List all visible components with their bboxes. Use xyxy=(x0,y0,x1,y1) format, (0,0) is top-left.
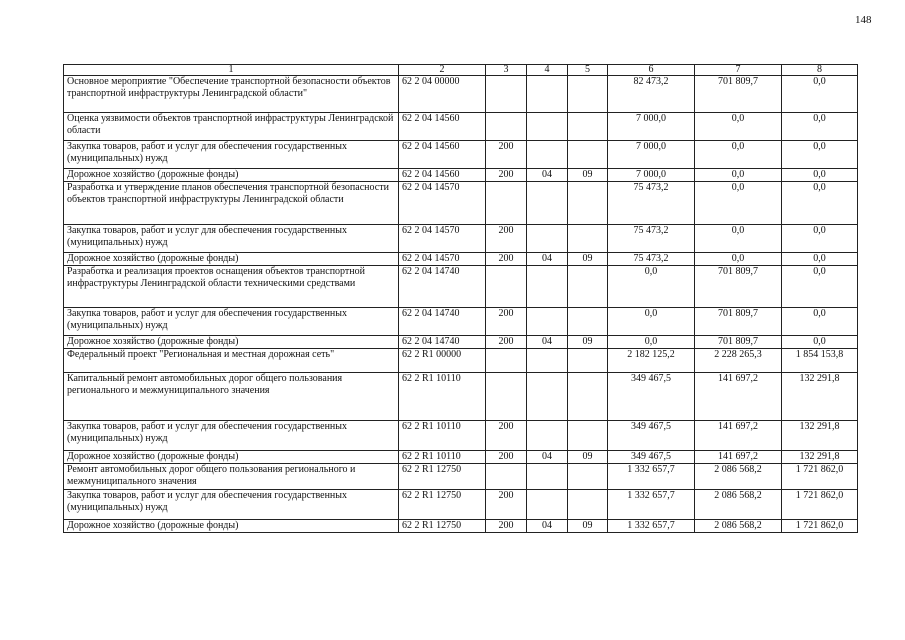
amount-year-2-cell: 701 809,7 xyxy=(695,336,782,349)
amount-year-3-cell: 1 854 153,8 xyxy=(782,349,858,373)
amount-year-2-cell: 0,0 xyxy=(695,169,782,182)
expense-type-cell: 200 xyxy=(486,336,527,349)
amount-year-3-cell: 132 291,8 xyxy=(782,421,858,451)
budget-code-cell: 62 2 04 14570 xyxy=(399,225,486,253)
section-cell xyxy=(527,266,568,308)
table-body xyxy=(64,76,858,533)
amount-year-3-cell: 0,0 xyxy=(782,308,858,336)
row-name-cell: Закупка товаров, работ и услуг для обеспечения государственных (муниципальных) нужд xyxy=(64,225,399,253)
amount-year-1-cell: 75 473,2 xyxy=(608,182,695,225)
table-row xyxy=(64,225,858,253)
expense-type-cell: 200 xyxy=(486,421,527,451)
table-row xyxy=(64,421,858,451)
subsection-cell: 09 xyxy=(568,169,608,182)
amount-year-2-cell: 141 697,2 xyxy=(695,451,782,464)
subsection-cell: 09 xyxy=(568,336,608,349)
budget-code-cell: 62 2 04 00000 xyxy=(399,76,486,113)
subsection-cell xyxy=(568,373,608,421)
amount-year-2-cell: 701 809,7 xyxy=(695,76,782,113)
amount-year-3-cell: 1 721 862,0 xyxy=(782,464,858,490)
expense-type-cell: 200 xyxy=(486,169,527,182)
expense-type-cell xyxy=(486,349,527,373)
amount-year-1-cell: 0,0 xyxy=(608,266,695,308)
budget-code-cell: 62 2 04 14740 xyxy=(399,266,486,308)
subsection-cell xyxy=(568,141,608,169)
expense-type-cell: 200 xyxy=(486,451,527,464)
section-cell: 04 xyxy=(527,451,568,464)
amount-year-2-cell: 0,0 xyxy=(695,225,782,253)
row-name-cell: Закупка товаров, работ и услуг для обеспечения государственных (муниципальных) нужд xyxy=(64,490,399,520)
expense-type-cell: 200 xyxy=(486,520,527,533)
subsection-cell xyxy=(568,421,608,451)
amount-year-3-cell: 0,0 xyxy=(782,266,858,308)
row-name-cell: Федеральный проект "Региональная и местная дорожная сеть" xyxy=(64,349,399,373)
amount-year-3-cell: 0,0 xyxy=(782,336,858,349)
header-cell: 4 xyxy=(527,65,568,76)
amount-year-2-cell: 0,0 xyxy=(695,113,782,141)
section-cell: 04 xyxy=(527,336,568,349)
amount-year-1-cell: 7 000,0 xyxy=(608,169,695,182)
table-row xyxy=(64,141,858,169)
amount-year-1-cell: 7 000,0 xyxy=(608,141,695,169)
expense-type-cell: 200 xyxy=(486,490,527,520)
section-cell: 04 xyxy=(527,253,568,266)
section-cell xyxy=(527,225,568,253)
amount-year-1-cell: 1 332 657,7 xyxy=(608,464,695,490)
table-row xyxy=(64,464,858,490)
section-cell xyxy=(527,76,568,113)
budget-code-cell: 62 2 R1 10110 xyxy=(399,421,486,451)
header-cell: 3 xyxy=(486,65,527,76)
expense-type-cell xyxy=(486,76,527,113)
expense-type-cell: 200 xyxy=(486,141,527,169)
section-cell: 04 xyxy=(527,520,568,533)
expense-type-cell xyxy=(486,266,527,308)
row-name-cell: Капитальный ремонт автомобильных дорог общего пользования регионального и межмуниципального значения xyxy=(64,373,399,421)
table-row xyxy=(64,76,858,113)
row-name-cell: Разработка и реализация проектов оснащения объектов транспортной инфраструктуры Ленинградской области техническими средствами xyxy=(64,266,399,308)
page-number: 148 xyxy=(855,14,872,26)
amount-year-1-cell: 0,0 xyxy=(608,336,695,349)
budget-code-cell: 62 2 04 14560 xyxy=(399,141,486,169)
row-name-cell: Разработка и утверждение планов обеспечения транспортной безопасности объектов транспортной инфраструктуры Ленинградской области xyxy=(64,182,399,225)
subsection-cell xyxy=(568,464,608,490)
budget-table xyxy=(63,64,858,533)
expense-type-cell: 200 xyxy=(486,253,527,266)
amount-year-1-cell: 75 473,2 xyxy=(608,225,695,253)
subsection-cell xyxy=(568,308,608,336)
amount-year-3-cell: 0,0 xyxy=(782,253,858,266)
expense-type-cell xyxy=(486,464,527,490)
budget-code-cell: 62 2 R1 12750 xyxy=(399,520,486,533)
amount-year-2-cell: 141 697,2 xyxy=(695,373,782,421)
header-cell: 8 xyxy=(782,65,858,76)
amount-year-2-cell: 0,0 xyxy=(695,141,782,169)
amount-year-3-cell: 0,0 xyxy=(782,141,858,169)
amount-year-1-cell: 0,0 xyxy=(608,308,695,336)
subsection-cell xyxy=(568,490,608,520)
section-cell xyxy=(527,141,568,169)
amount-year-2-cell: 2 228 265,3 xyxy=(695,349,782,373)
section-cell xyxy=(527,421,568,451)
table-row xyxy=(64,113,858,141)
section-cell xyxy=(527,349,568,373)
row-name-cell: Дорожное хозяйство (дорожные фонды) xyxy=(64,520,399,533)
row-name-cell: Оценка уязвимости объектов транспортной инфраструктуры Ленинградской области xyxy=(64,113,399,141)
budget-code-cell: 62 2 04 14740 xyxy=(399,308,486,336)
header-cell: 2 xyxy=(399,65,486,76)
table-header-row xyxy=(64,65,858,76)
row-name-cell: Закупка товаров, работ и услуг для обеспечения государственных (муниципальных) нужд xyxy=(64,308,399,336)
expense-type-cell: 200 xyxy=(486,225,527,253)
row-name-cell: Дорожное хозяйство (дорожные фонды) xyxy=(64,253,399,266)
budget-code-cell: 62 2 04 14570 xyxy=(399,253,486,266)
expense-type-cell xyxy=(486,113,527,141)
subsection-cell xyxy=(568,76,608,113)
amount-year-3-cell: 132 291,8 xyxy=(782,373,858,421)
table-row xyxy=(64,336,858,349)
amount-year-1-cell: 82 473,2 xyxy=(608,76,695,113)
amount-year-2-cell: 0,0 xyxy=(695,253,782,266)
table-row xyxy=(64,169,858,182)
section-cell xyxy=(527,182,568,225)
amount-year-3-cell: 0,0 xyxy=(782,113,858,141)
amount-year-3-cell: 0,0 xyxy=(782,182,858,225)
row-name-cell: Ремонт автомобильных дорог общего пользования регионального и межмуниципального значения xyxy=(64,464,399,490)
amount-year-2-cell: 0,0 xyxy=(695,182,782,225)
budget-code-cell: 62 2 R1 12750 xyxy=(399,490,486,520)
section-cell xyxy=(527,113,568,141)
amount-year-1-cell: 7 000,0 xyxy=(608,113,695,141)
expense-type-cell xyxy=(486,182,527,225)
subsection-cell xyxy=(568,182,608,225)
amount-year-1-cell: 2 182 125,2 xyxy=(608,349,695,373)
amount-year-3-cell: 0,0 xyxy=(782,76,858,113)
header-cell: 6 xyxy=(608,65,695,76)
row-name-cell: Дорожное хозяйство (дорожные фонды) xyxy=(64,336,399,349)
amount-year-1-cell: 349 467,5 xyxy=(608,373,695,421)
row-name-cell: Закупка товаров, работ и услуг для обеспечения государственных (муниципальных) нужд xyxy=(64,141,399,169)
budget-code-cell: 62 2 R1 10110 xyxy=(399,451,486,464)
section-cell xyxy=(527,308,568,336)
amount-year-2-cell: 2 086 568,2 xyxy=(695,490,782,520)
amount-year-3-cell: 0,0 xyxy=(782,225,858,253)
amount-year-2-cell: 141 697,2 xyxy=(695,421,782,451)
amount-year-1-cell: 349 467,5 xyxy=(608,421,695,451)
table-row xyxy=(64,373,858,421)
amount-year-2-cell: 701 809,7 xyxy=(695,266,782,308)
expense-type-cell xyxy=(486,373,527,421)
section-cell xyxy=(527,373,568,421)
table-row xyxy=(64,451,858,464)
subsection-cell: 09 xyxy=(568,253,608,266)
amount-year-3-cell: 1 721 862,0 xyxy=(782,490,858,520)
header-cell: 5 xyxy=(568,65,608,76)
budget-code-cell: 62 2 04 14560 xyxy=(399,169,486,182)
row-name-cell: Основное мероприятие "Обеспечение транспортной безопасности объектов транспортной инфраструктуры Ленинградской области" xyxy=(64,76,399,113)
table-row xyxy=(64,490,858,520)
amount-year-3-cell: 132 291,8 xyxy=(782,451,858,464)
budget-code-cell: 62 2 R1 10110 xyxy=(399,373,486,421)
subsection-cell xyxy=(568,113,608,141)
amount-year-2-cell: 2 086 568,2 xyxy=(695,464,782,490)
section-cell xyxy=(527,464,568,490)
table-row xyxy=(64,266,858,308)
subsection-cell: 09 xyxy=(568,451,608,464)
subsection-cell xyxy=(568,349,608,373)
budget-code-cell: 62 2 04 14560 xyxy=(399,113,486,141)
budget-code-cell: 62 2 R1 12750 xyxy=(399,464,486,490)
table-row xyxy=(64,308,858,336)
amount-year-2-cell: 2 086 568,2 xyxy=(695,520,782,533)
subsection-cell xyxy=(568,266,608,308)
expense-type-cell: 200 xyxy=(486,308,527,336)
budget-code-cell: 62 2 04 14740 xyxy=(399,336,486,349)
amount-year-2-cell: 701 809,7 xyxy=(695,308,782,336)
amount-year-1-cell: 1 332 657,7 xyxy=(608,520,695,533)
amount-year-1-cell: 349 467,5 xyxy=(608,451,695,464)
section-cell xyxy=(527,490,568,520)
row-name-cell: Дорожное хозяйство (дорожные фонды) xyxy=(64,169,399,182)
row-name-cell: Закупка товаров, работ и услуг для обеспечения государственных (муниципальных) нужд xyxy=(64,421,399,451)
table-row xyxy=(64,520,858,533)
header-cell: 1 xyxy=(64,65,399,76)
subsection-cell xyxy=(568,225,608,253)
section-cell: 04 xyxy=(527,169,568,182)
amount-year-1-cell: 1 332 657,7 xyxy=(608,490,695,520)
table-row xyxy=(64,349,858,373)
row-name-cell: Дорожное хозяйство (дорожные фонды) xyxy=(64,451,399,464)
table-row xyxy=(64,182,858,225)
subsection-cell: 09 xyxy=(568,520,608,533)
amount-year-3-cell: 0,0 xyxy=(782,169,858,182)
table-row xyxy=(64,253,858,266)
budget-code-cell: 62 2 R1 00000 xyxy=(399,349,486,373)
header-cell: 7 xyxy=(695,65,782,76)
budget-code-cell: 62 2 04 14570 xyxy=(399,182,486,225)
amount-year-1-cell: 75 473,2 xyxy=(608,253,695,266)
amount-year-3-cell: 1 721 862,0 xyxy=(782,520,858,533)
